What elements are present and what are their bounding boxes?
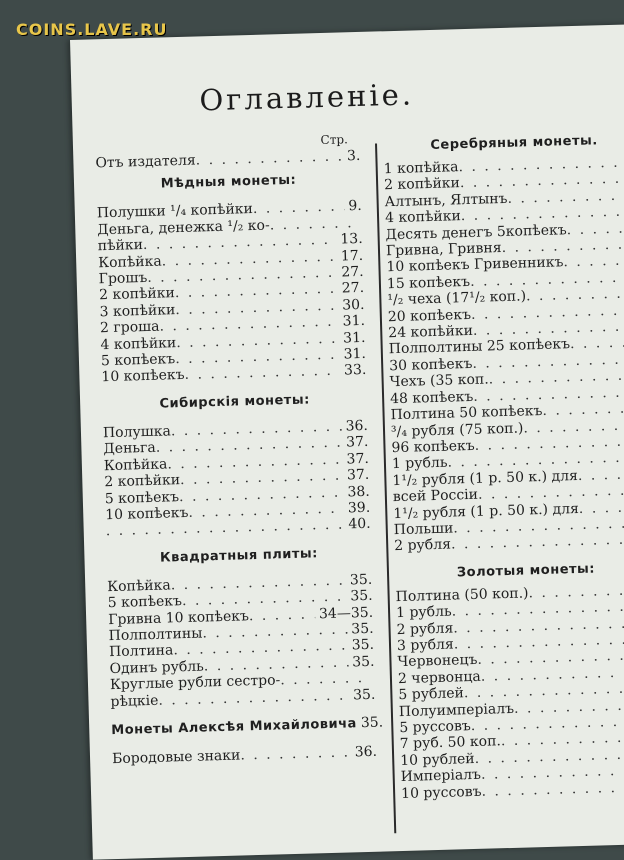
toc-entry-label: Полполтины 25 копѣекъ xyxy=(389,337,571,358)
toc-entry-page: 30. xyxy=(338,297,365,314)
toc-entry-page: 38. xyxy=(343,483,370,500)
toc-entry-label: 15 копѣекъ xyxy=(387,274,471,293)
toc-entry-label: Круглые рубли сестро- xyxy=(110,673,281,694)
toc-entry-page: 34—35. xyxy=(315,604,374,622)
toc-entry-label: Чехъ (35 коп. xyxy=(389,372,488,391)
toc-entry-page: 40. xyxy=(344,516,371,533)
toc-entry-page: 33. xyxy=(340,362,367,379)
toc-entry-page: 37. xyxy=(342,434,369,451)
toc-entry-label: 5 рублей xyxy=(398,685,464,703)
toc-list-copper xyxy=(97,198,367,386)
toc-entry-label: 48 копѣекъ xyxy=(390,389,474,408)
toc-entry-page: 37. xyxy=(343,467,370,484)
toc-entry-label: Гривна, Гривня xyxy=(386,240,502,260)
toc-entry-label: 20 копѣекъ xyxy=(388,307,472,326)
toc-entry-label: Деньга, денежка ¹/₂ ко- xyxy=(97,217,270,238)
toc-entry-label: 10 копѣекъ Гривенникъ xyxy=(386,255,563,276)
toc-entry-label: Десять денегъ 5копѣекъ xyxy=(385,222,567,243)
toc-entry-label: 1 рубль xyxy=(392,455,448,473)
toc-entry-page: 27. xyxy=(338,280,365,297)
toc-entry-label: 7 руб. 50 коп. xyxy=(400,734,502,753)
toc-entry-label: Имперіалъ xyxy=(400,767,481,786)
toc-entry-page: 31. xyxy=(338,313,365,330)
toc-entry-label: 3 копѣйки xyxy=(99,302,175,321)
toc-entry-label: Алтынъ, Ялтынъ xyxy=(384,191,507,211)
toc-entry-label: 5 копѣекъ xyxy=(108,593,183,611)
toc-list-siberian xyxy=(103,418,371,540)
toc-entry-label: Копѣйка xyxy=(98,253,162,271)
toc-entry-page: 31. xyxy=(339,330,366,347)
toc-entry-label: ¹/₂ чеха (17¹/₂ коп.) xyxy=(387,289,526,309)
toc-right-column xyxy=(383,124,624,802)
toc-entry-page: 35. xyxy=(346,571,373,588)
toc-entry-page: 39. xyxy=(344,500,371,517)
toc-entry-label: Копѣйка xyxy=(104,456,168,474)
section-heading-alexei: Монеты Алексѣя Михайловича xyxy=(111,716,357,739)
toc-entry-label: 30 копѣекъ xyxy=(389,356,473,375)
leader-dots xyxy=(578,466,624,484)
toc-entry-page: 35. xyxy=(347,621,374,638)
page-column-header: Стр. xyxy=(95,132,360,155)
toc-entry-label: Полтина 50 копѣекъ xyxy=(390,403,542,424)
toc-entry-label: 2 рубля xyxy=(394,537,451,555)
toc-entry-label: 5 руссовъ xyxy=(399,718,471,736)
toc-entry-label: 2 гроша xyxy=(100,319,160,337)
toc-entry-label: Польши xyxy=(394,520,454,538)
toc-entry-page: 35. xyxy=(348,653,375,670)
section-heading-siberian: Сибирскія монеты: xyxy=(102,391,367,413)
toc-entry-label: 2 червонца xyxy=(398,669,481,688)
toc-entry-label: ³/₄ рубля (75 коп.) xyxy=(391,420,524,440)
toc-entry-label: 2 рубля xyxy=(396,620,453,638)
toc-entry-label: Отъ издателя xyxy=(95,153,196,172)
toc-entry-label: Копѣйка xyxy=(107,577,171,595)
toc-entry-label: 10 копѣекъ xyxy=(105,505,189,524)
toc-entry-label: 2 копѣйки xyxy=(99,286,175,305)
toc-entry-label: 5 копѣекъ xyxy=(101,351,176,369)
toc-entry-label: 1 рубль xyxy=(396,604,452,622)
toc-entry-label: 4 копѣйки xyxy=(100,335,176,354)
toc-entry-page: 9. xyxy=(344,198,362,215)
toc-entry-page: 35. xyxy=(348,637,375,654)
toc-list-square xyxy=(107,571,376,710)
toc-entry-label: рѣцкіе xyxy=(110,692,158,710)
toc-entry-label: 10 копѣекъ xyxy=(101,367,185,386)
leader-dots xyxy=(240,745,351,764)
toc-entry-label: 2 копѣйки xyxy=(104,472,180,491)
section-heading-copper: Мѣдныя монеты: xyxy=(96,171,361,193)
toc-entry-label: 2 копѣйки xyxy=(384,176,460,195)
toc-entry-page: 36. xyxy=(341,418,368,435)
page-title: Оглавленіе. xyxy=(71,74,542,121)
toc-entry-label: 10 рублей xyxy=(400,751,475,769)
toc-entry-page: 35. xyxy=(357,714,384,731)
toc-entry-label: Полушки ¹/₄ копѣйки xyxy=(97,201,253,222)
toc-entry-label: Бородовые знаки xyxy=(112,748,241,768)
section-heading-gold: Золотыя монеты: xyxy=(395,560,624,582)
leader-dots xyxy=(579,498,624,516)
toc-entry-page: 17. xyxy=(337,248,364,265)
site-watermark: COINS.LAVE.RU xyxy=(16,20,167,39)
leader-dots xyxy=(481,779,624,800)
toc-entry-label: Грошъ xyxy=(98,270,147,288)
book-page xyxy=(70,24,624,860)
toc-entry-page: 31. xyxy=(339,346,366,363)
toc-entry-page: 36. xyxy=(351,744,378,761)
toc-entry-label: 96 копѣекъ xyxy=(391,438,475,457)
toc-left-column xyxy=(95,132,377,768)
toc-entry-label: 5 копѣекъ xyxy=(105,489,180,507)
section-heading-silver: Серебряныя монеты. xyxy=(383,132,624,154)
toc-entry-label: 1¹/₂ рубля (1 р. 50 к.) для xyxy=(392,468,578,490)
toc-entry-label: Деньга xyxy=(103,440,156,458)
leader-dots xyxy=(566,220,624,239)
section-heading-square: Квадратныя плиты: xyxy=(106,545,371,567)
toc-list-gold xyxy=(395,582,624,803)
toc-entry-label: Полтина xyxy=(109,643,174,661)
toc-entry-page: 35. xyxy=(349,686,376,703)
toc-entry-page: 35. xyxy=(346,588,373,605)
toc-entry-label: 4 копѣйки xyxy=(385,208,461,227)
toc-entry-label: всей Россіи xyxy=(393,487,479,506)
leader-dots xyxy=(563,252,624,271)
toc-entry-page: 27. xyxy=(337,264,364,281)
toc-entry-label: Червонецъ xyxy=(397,652,477,671)
toc-entry-label: Полполтины xyxy=(108,625,202,644)
toc-entry-label: Полтина (50 коп.) xyxy=(395,585,528,605)
toc-entry-label: 3 рубля xyxy=(397,636,454,654)
toc-entry-label: Гривна 10 копѣекъ xyxy=(108,608,249,628)
toc-entry-label: Одинъ рубль xyxy=(109,658,204,677)
leader-dots xyxy=(570,334,624,353)
toc-entry-label: 1 копѣйка xyxy=(384,159,459,177)
toc-entry-label: Полушка xyxy=(103,423,171,441)
toc-entry-label: Полуимперіалъ xyxy=(399,700,515,720)
leader-dots xyxy=(249,606,316,624)
toc-entry-label: 24 копѣйки xyxy=(388,323,473,342)
toc-entry-page: 13. xyxy=(336,231,363,248)
toc-entry-label: пѣйки xyxy=(98,237,144,255)
toc-list-silver xyxy=(384,154,624,555)
toc-entry-label: 10 руссовъ xyxy=(401,783,482,802)
toc-entry-label: 1¹/₂ рубля (1 р. 50 к.) для xyxy=(393,501,579,523)
toc-entry-page: 37. xyxy=(342,451,369,468)
toc-entry-page: 3. xyxy=(343,148,361,165)
